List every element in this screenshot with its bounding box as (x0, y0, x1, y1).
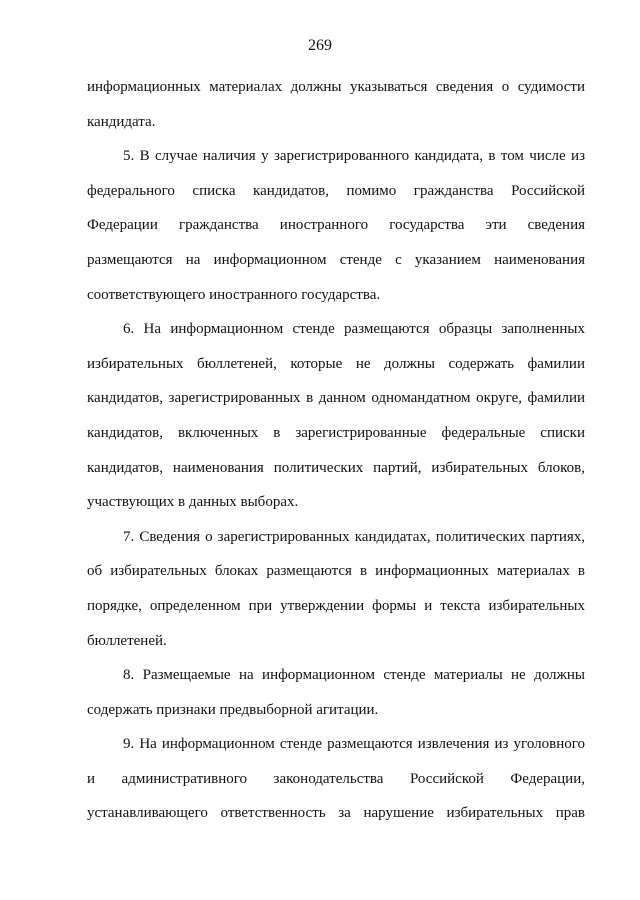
text-line: порядке, определенном при утверждении формы и текста избирательных (87, 597, 585, 614)
text-line: федерального списка кандидатов, помимо гражданства Российской (87, 182, 585, 199)
paragraph-6-line: 6. На информационном стенде размещаются образцы заполненных (123, 321, 585, 338)
paragraph-8-line: 8. Размещаемые на информационном стенде материалы не должны (123, 667, 585, 684)
paragraph-5-line: 5. В случае наличия у зарегистрированного кандидата, в том числе из (123, 148, 585, 165)
page-number: 269 (308, 37, 332, 54)
text-line: Федерации гражданства иностранного государства эти сведения (87, 217, 585, 234)
text-line: размещаются на информационном стенде с указанием наименования (87, 251, 585, 268)
text-line: участвующих в данных выборах. (87, 494, 299, 511)
text-line: устанавливающего ответственность за нарушение избирательных прав (87, 805, 585, 822)
text-line: об избирательных блоках размещаются в информационных материалах в (87, 563, 585, 580)
text-line: избирательных бюллетеней, которые не должны содержать фамилии (87, 355, 585, 372)
text-line: кандидатов, зарегистрированных в данном одномандатном округе, фамилии (87, 390, 585, 407)
text-line: и административного законодательства Российской Федерации, (87, 770, 585, 787)
text-line: бюллетеней. (87, 632, 167, 649)
text-line: информационных материалах должны указываться сведения о судимости (87, 79, 585, 95)
paragraph-9-line: 9. На информационном стенде размещаются извлечения из уголовного (123, 736, 585, 753)
text-line: кандидатов, наименования политических партий, избирательных блоков, (87, 459, 585, 476)
paragraph-7-line: 7. Сведения о зарегистрированных кандидатах, политических партиях, (123, 528, 585, 545)
text-line: соответствующего иностранного государства. (87, 286, 381, 303)
text-line: кандидата. (87, 113, 156, 130)
document-body (87, 70, 585, 831)
text-line: содержать признаки предвыборной агитации. (87, 701, 379, 718)
text-line: кандидатов, включенных в зарегистрированные федеральные списки (87, 424, 585, 441)
